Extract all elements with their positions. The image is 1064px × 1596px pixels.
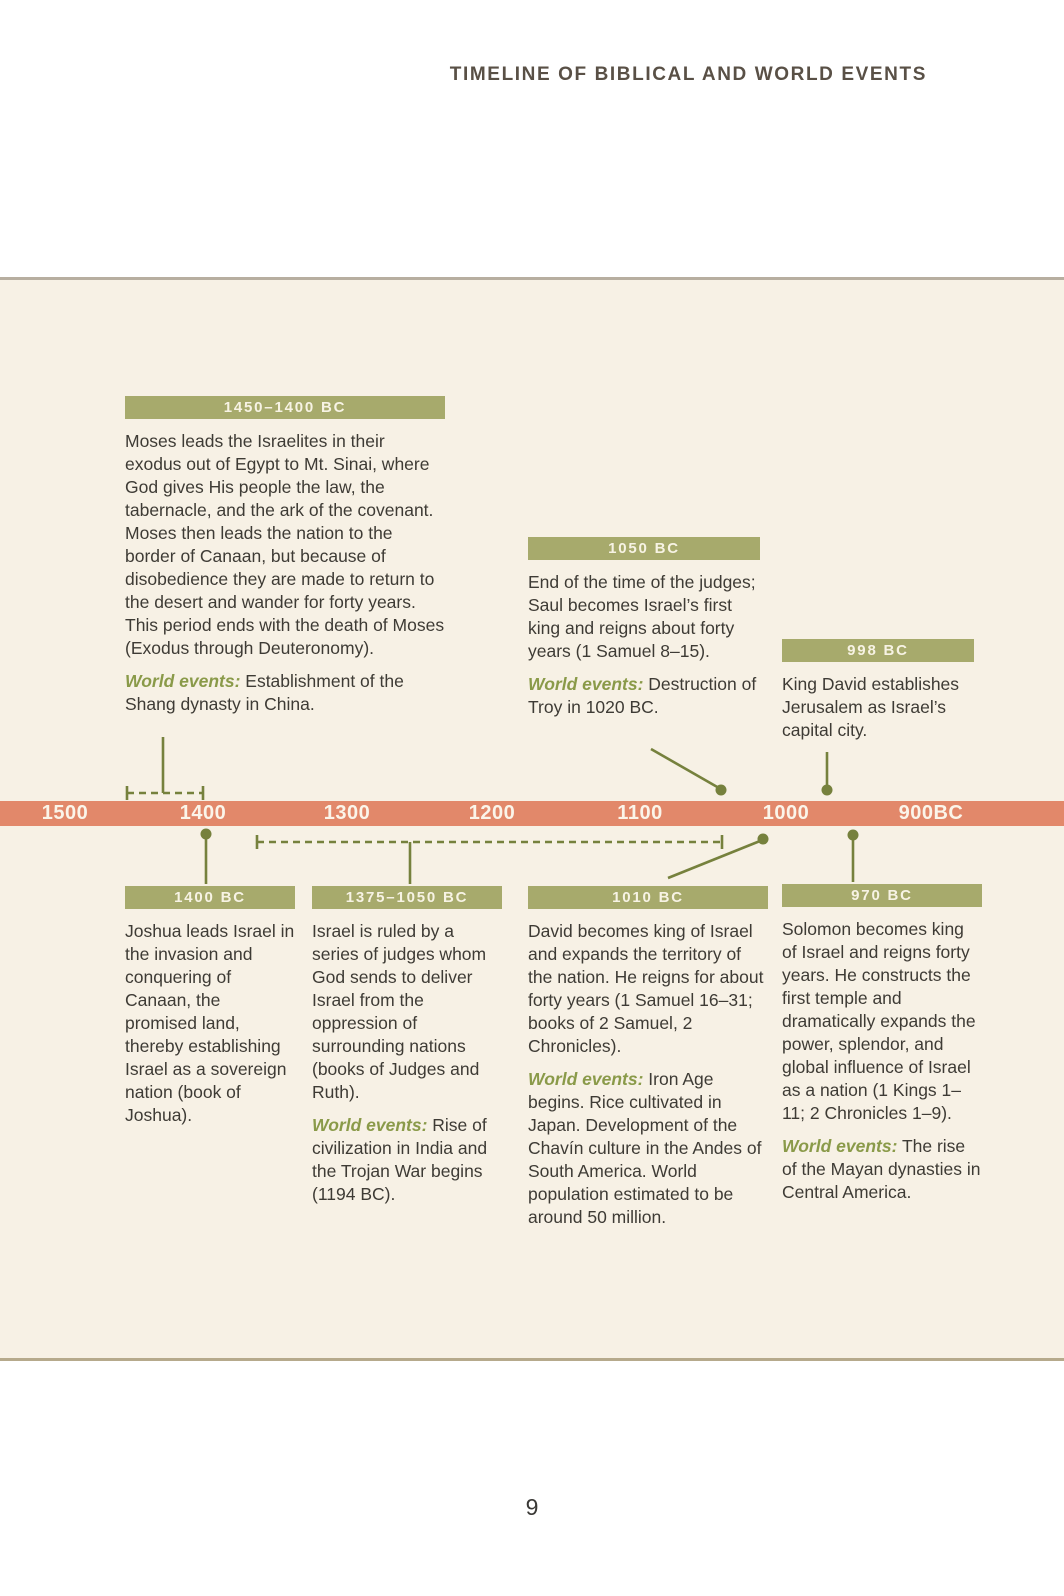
period-label: 1050 BC (608, 540, 680, 557)
event-block-970 (782, 884, 982, 1214)
world-events (528, 1068, 768, 1229)
world-events-label: World events: (528, 1069, 644, 1089)
period-label: 1010 BC (612, 889, 684, 906)
period-header (312, 886, 502, 909)
event-block-998 (782, 639, 974, 752)
timeline-tick: 1400 (179, 802, 227, 824)
bottom-divider (0, 1358, 1064, 1361)
period-label: 1450–1400 BC (223, 399, 347, 416)
world-events (125, 670, 445, 716)
period-label: 1400 BC (174, 889, 246, 906)
world-events-label: World events: (312, 1115, 428, 1135)
event-description: Moses leads the Israelites in their exodus out of Egypt to Mt. Sinai, where God gives His people the law, the tabernacle, and the ark of the covenant. Moses then leads the nation to the border of Canaan, but because of disobedience they are made to return to the desert and wander for forty years. This period ends with the death of Moses (Exodus through Deuteronomy). (125, 431, 445, 658)
world-events-label: World events: (125, 671, 241, 691)
timeline-tick: 900BC (898, 802, 964, 824)
world-events-text: Rise of civilization in India and the Trojan War begins (1194 BC). (312, 1115, 488, 1204)
world-events-label: World events: (528, 674, 644, 694)
world-events-text: Establishment of the Shang dynasty in China. (125, 671, 404, 714)
timeline-tick: 1100 (617, 802, 663, 824)
period-header (125, 396, 445, 419)
timeline-tick: 1300 (323, 802, 371, 824)
event-block-1050 (528, 537, 760, 729)
event-block-1375-1050 (312, 886, 502, 1216)
page-number: 9 (525, 1494, 539, 1520)
world-events (312, 1114, 502, 1206)
event-description: Israel is ruled by a series of judges whom God sends to deliver Israel from the oppression of surrounding nations (books of Judges and Ruth). (312, 921, 487, 1102)
page-title: TIMELINE OF BIBLICAL AND WORLD EVENTS (449, 64, 927, 85)
period-header (782, 884, 982, 907)
period-label: 1375–1050 BC (345, 889, 469, 906)
world-events-text: Iron Age begins. Rice cultivated in Japan. Development of the Chavín culture in the Andes of South America. World population estimated to be around 50 million. (528, 1069, 762, 1227)
event-block-1450-1400 (125, 396, 445, 726)
world-events-text: The rise of the Mayan dynasties in Central America. (782, 1136, 981, 1202)
timeline-tick: 1000 (762, 802, 810, 824)
event-description: Solomon becomes king of Israel and reigns forty years. He constructs the first temple and dramatically expands the power, splendor, and global influence of Israel as a nation (1 Kings 1–11; 2 Chronicles 1–9). (782, 919, 976, 1123)
period-header (528, 886, 768, 909)
world-events (528, 673, 760, 719)
timeline-bar (0, 801, 1064, 826)
event-block-1400 (125, 886, 295, 1137)
event-description: David becomes king of Israel and expands the territory of the nation. He reigns for about forty years (1 Samuel 16–31; books of 2 Samuel, 2 Chronicles). (528, 921, 764, 1056)
period-label: 998 BC (847, 642, 909, 659)
period-header (528, 537, 760, 560)
event-description: King David establishes Jerusalem as Israel’s capital city. (782, 674, 960, 740)
world-events (782, 1135, 982, 1204)
timeline-tick: 1200 (468, 802, 516, 824)
period-label: 970 BC (851, 887, 913, 904)
timeline-tick: 1500 (41, 802, 89, 824)
period-header (125, 886, 295, 909)
period-header (782, 639, 974, 662)
event-description: Joshua leads Israel in the invasion and conquering of Canaan, the promised land, thereby establishing Israel as a sovereign nation (book of Joshua). (125, 921, 295, 1125)
event-block-1010 (528, 886, 768, 1239)
world-events-label: World events: (782, 1136, 898, 1156)
event-description: End of the time of the judges; Saul becomes Israel’s first king and reigns about forty years (1 Samuel 8–15). (528, 572, 756, 661)
world-events-text: Destruction of Troy in 1020 BC. (528, 674, 757, 717)
